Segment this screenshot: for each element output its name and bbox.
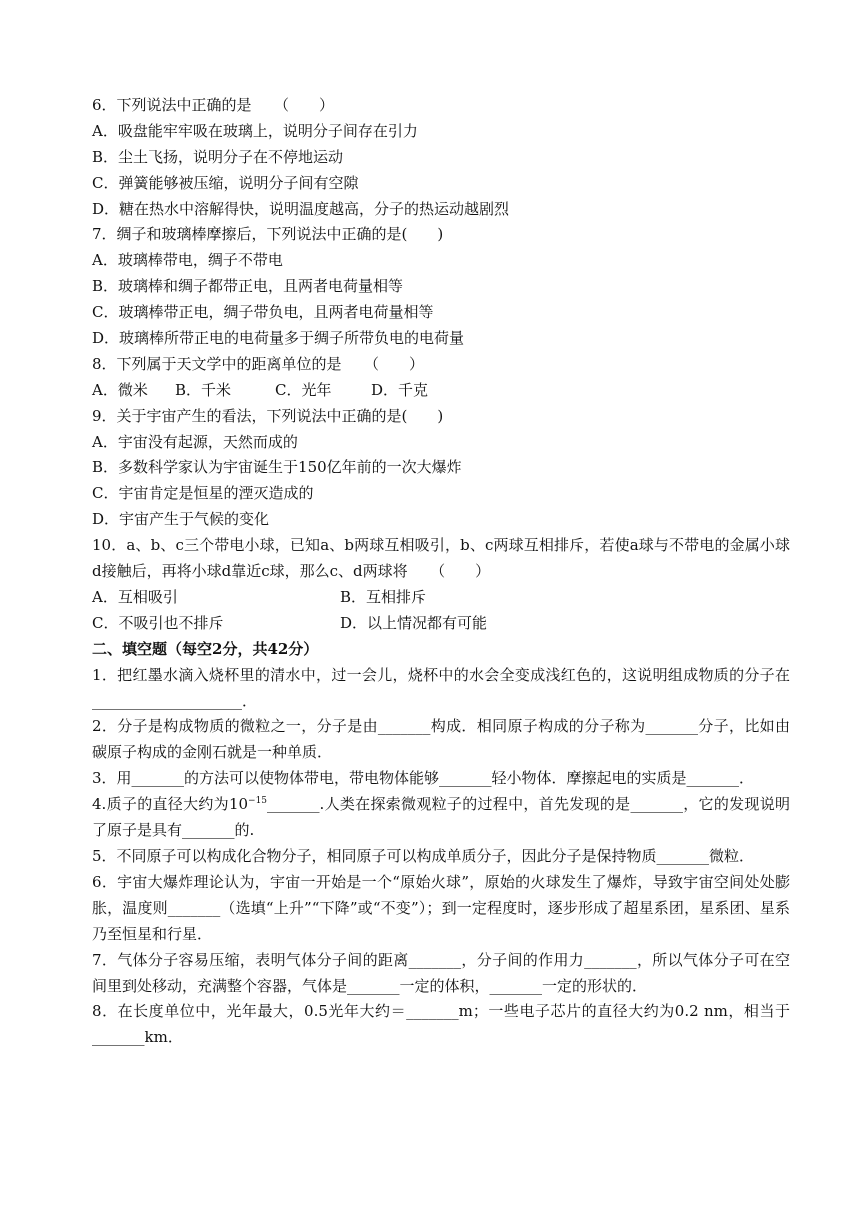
- q7-option-d: D．玻璃棒所带正电的电荷量多于绸子所带负电的电荷量: [92, 329, 465, 348]
- q10-options-row1: [92, 585, 790, 611]
- q8-options: [92, 378, 790, 404]
- q8-stem: 8．下列属于天文学中的距离单位的是 （ ）: [92, 354, 425, 373]
- q8-option-d: D．千克: [371, 380, 429, 399]
- q10-option-d: D．以上情况都有可能: [340, 613, 488, 632]
- q9-option-d: D．宇宙产生于气候的变化: [92, 510, 270, 529]
- fill-q8: 8．在长度单位中，光年最大，0.5光年大约＝_______m；一些电子芯片的直径大约为0.2 nm，相当于_______km．: [92, 1002, 790, 1047]
- q9-option-b: B．多数科学家认为宇宙诞生于150亿年前的一次大爆炸: [92, 458, 462, 477]
- q10-stem: 10．a、b、c三个带电小球，已知a、b两球互相吸引，b、c两球互相排斥，若使a球与不带电的金属小球d接触后，再将小球d靠近c球，那么c、d两球将 （ ）: [92, 536, 790, 581]
- q6-option-a: A．吸盘能牢牢吸在玻璃上，说明分子间存在引力: [92, 121, 418, 140]
- q10-option-b: B．互相排斥: [340, 587, 427, 606]
- q8-option-a: A．微米: [92, 380, 148, 399]
- q7-option-b: B．玻璃棒和绸子都带正电，且两者电荷量相等: [92, 277, 404, 296]
- fill-q3: 3．用_______的方法可以使物体带电，带电物体能够_______轻小物体．摩擦起电的实质是_______．: [92, 769, 755, 788]
- q9-option-c: C．宇宙肯定是恒星的湮灭造成的: [92, 484, 314, 503]
- q6-stem: 6．下列说法中正确的是 （ ）: [92, 96, 335, 114]
- q7-stem: 7．绸子和玻璃棒摩擦后，下列说法中正确的是( ): [92, 225, 444, 244]
- fill-q6: 6．宇宙大爆炸理论认为，宇宙一开始是一个“原始火球”，原始的火球发生了爆炸，导致宇宙空间处处膨胀，温度则_______（选填“上升”“下降”或“不变”）；到一定程度时，逐步形成了超星系团，星系团、星系乃至恒星和行星．: [92, 872, 790, 943]
- fill-q4-exponent: −15: [248, 796, 268, 807]
- fill-q4-pre: 4.质子的直径大约为10: [92, 795, 249, 814]
- q10-option-a: A．互相吸引: [92, 587, 178, 606]
- q9-stem: 9．关于宇宙产生的看法，下列说法中正确的是( ): [92, 406, 444, 425]
- section-fill-heading: 二、填空题（每空2分，共42分）: [92, 639, 319, 658]
- q6-option-b: B．尘土飞扬，说明分子在不停地运动: [92, 147, 344, 166]
- q10-options-row2: [92, 611, 790, 637]
- fill-q2: 2．分子是构成物质的微粒之一，分子是由_______构成．相同原子构成的分子称为_______分子，比如由碳原子构成的金刚石就是一种单质．: [92, 717, 790, 762]
- fill-q4-post: _______.人类在探索微观粒子的过程中，首先发现的是_______，它的发现说明了原子是具有_______的.: [92, 795, 790, 840]
- fill-q7: 7．气体分子容易压缩，表明气体分子间的距离_______，分子间的作用力_______，所以气体分子可在空间里到处移动，充满整个容器，气体是_______一定的体积，_______一定的形状的．: [92, 950, 790, 995]
- q6-option-d: D．糖在热水中溶解得快，说明温度越高，分子的热运动越剧烈: [92, 199, 510, 218]
- fill-q1: 1．把红墨水滴入烧杯里的清水中，过一会儿，烧杯中的水会全变成浅红色的，这说明组成物质的分子在____________________．: [92, 665, 790, 710]
- q7-option-a: A．玻璃棒带电，绸子不带电: [92, 251, 283, 270]
- q8-option-c: C．光年: [275, 380, 332, 399]
- q9-option-a: A．宇宙没有起源，天然而成的: [92, 432, 298, 451]
- fill-q5: 5．不同原子可以构成化合物分子，相同原子可以构成单质分子，因此分子是保持物质_______微粒．: [92, 846, 755, 865]
- q7-option-c: C．玻璃棒带正电，绸子带负电，且两者电荷量相等: [92, 303, 434, 322]
- q8-option-b: B．千米: [175, 380, 232, 399]
- q10-option-c: C．不吸引也不排斥: [92, 613, 224, 632]
- q6-option-c: C．弹簧能够被压缩，说明分子间有空隙: [92, 173, 359, 192]
- fill-q4: [92, 792, 790, 844]
